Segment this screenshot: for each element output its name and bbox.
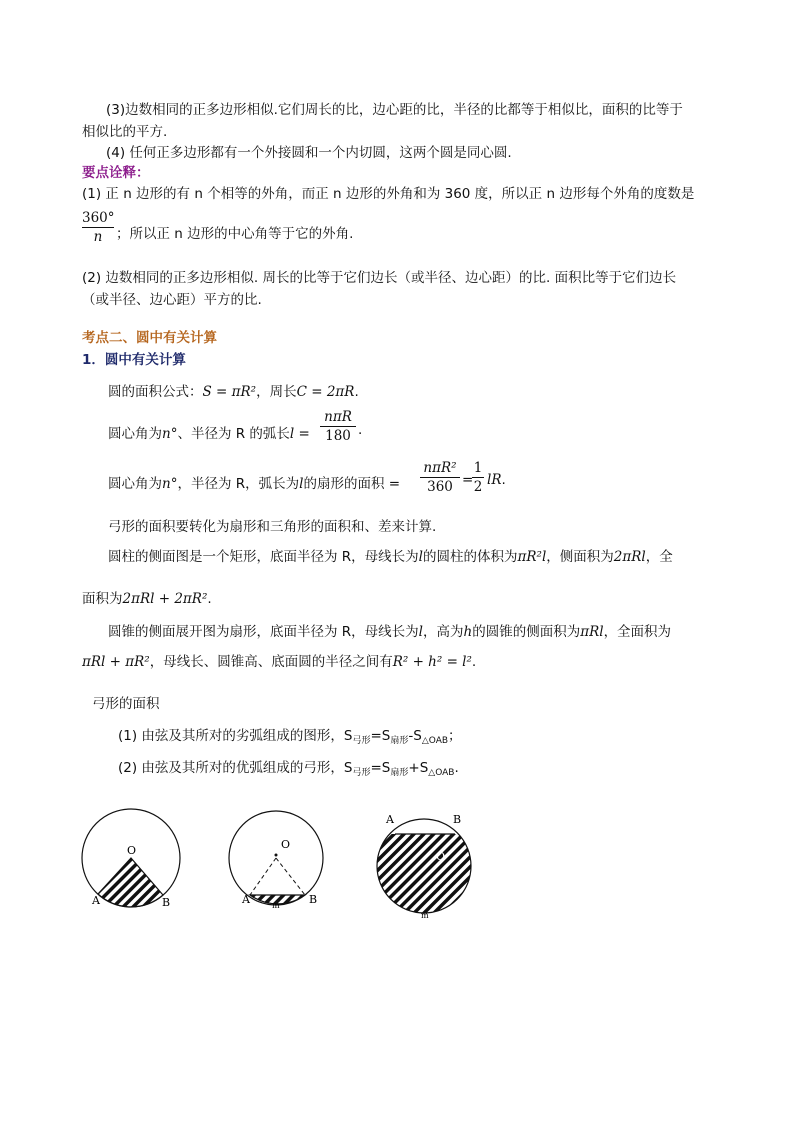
arc-mid: 、半径为 R 的弧长 (177, 426, 290, 442)
cone-a: 圆锥的侧面展开图为扇形，底面半径为 R，母线长为 (108, 624, 419, 640)
item-3-line-2: 相似比的平方. (82, 124, 168, 140)
sector-area-line (108, 472, 400, 492)
bow1-a: (1) 由弦及其所对的劣弧组成的图形，S (118, 728, 353, 744)
key-point-1-line-1: (1) 正 n 边形的有 n 个相等的外角，而正 n 边形的外角和为 360 度，所以正 n 边形每个外角的度数是 (82, 186, 695, 202)
sector-mid: ，半径为 R，弧长为 (177, 476, 300, 492)
fig1-label-a: A (92, 894, 100, 907)
bow2-a: (2) 由弦及其所对的优弧组成的弓形，S (118, 760, 353, 776)
bow1-b: =S (370, 728, 391, 744)
fig1-label-o: O (127, 844, 137, 857)
sector-frac1-den: 360 (427, 479, 453, 495)
arc-l-eq: l = (289, 426, 310, 442)
sector-lr-line (487, 472, 506, 488)
cone-c: 的圆锥的侧面积为 (472, 624, 581, 640)
sector-l: l (299, 476, 304, 492)
fig2-center-dot (275, 854, 278, 857)
bow-item-2 (118, 756, 459, 778)
bow2-sub2: 扇形 (390, 768, 409, 778)
circle-area-line (108, 380, 359, 400)
sector-fraction-1 (420, 460, 460, 495)
cone-d: ，全面积为 (603, 624, 672, 640)
fig3-label-m: m (421, 911, 429, 920)
cylinder-line-2 (82, 587, 212, 607)
figure-3-major-segment (370, 810, 480, 924)
bow2-sub3: △OAB (428, 768, 455, 778)
bow1-sub2: 扇形 (390, 736, 409, 746)
fig3-label-a: A (386, 813, 394, 826)
sector-frac1-num: nπR² (423, 460, 457, 476)
sector-frac1-bar (420, 477, 460, 478)
segment-figures (0, 800, 794, 1000)
fraction-numerator: 360° (82, 210, 115, 226)
key-point-2-line-1: (2) 边数相同的正多边形相似. 周长的比等于它们边长（或半径、边心距）的比. 面积比等于它们边长 (82, 270, 677, 286)
bow2-b: =S (370, 760, 391, 776)
arc-length-line (108, 422, 310, 442)
item-3-line-1: (3)边数相同的正多边形相似.它们周长的比，边心距的比，半径的比都等于相似比，面积的比等于 (106, 102, 683, 118)
arc-length-fraction (320, 409, 356, 444)
sector-period: . (501, 472, 506, 488)
cone-l: l (418, 624, 423, 640)
arc-n: n° (162, 426, 178, 442)
bow1-sub3: △OAB (421, 736, 449, 746)
cyl-period: . (207, 591, 212, 607)
cyl-d: ，全 (645, 549, 673, 565)
sector-n: n° (162, 476, 178, 492)
cyl-b: 的圆柱的体积为 (423, 549, 518, 565)
key-point-2-line-2: （或半径、边心距）平方的比. (82, 292, 262, 308)
fig2-label-m: m (272, 901, 280, 910)
fig3-label-b: B (453, 813, 462, 826)
cone-side: πRl (580, 624, 604, 640)
arc-prefix: 圆心角为 (108, 426, 162, 442)
perimeter-prefix: ，周长 (256, 384, 297, 400)
cyl-a: 圆柱的侧面图是一个矩形，底面半径为 R，母线长为 (108, 549, 419, 565)
bow-area-text: 弓形的面积要转化为扇形和三角形的面积和、差来计算. (108, 519, 437, 535)
bow1-c: -S (408, 728, 422, 744)
figure-1-sector (82, 809, 180, 909)
cone-period: . (471, 654, 477, 670)
bow-title: 弓形的面积 (92, 696, 160, 712)
arc-period: . (358, 422, 363, 438)
cyl-line2-a: 面积为 (82, 591, 123, 607)
bow1-sub1: 弓形 (352, 736, 371, 746)
cone-total: πRl + πR² (82, 654, 150, 670)
cyl-side: 2πRl (613, 549, 646, 565)
sector-suffix: 的扇形的面积 = (303, 476, 401, 492)
period: . (354, 384, 359, 400)
area-formula: S = πR² (202, 384, 257, 400)
bow2-end: . (454, 760, 459, 776)
key-point-1-line-2: ；所以正 n 边形的中心角等于它的外角. (116, 226, 354, 242)
bow2-c: +S (408, 760, 429, 776)
fig1-label-b: B (162, 896, 171, 909)
sector-lr: lR (487, 472, 502, 488)
fig2-label-o: O (281, 838, 291, 851)
sector-frac2-den: 2 (473, 479, 483, 495)
cyl-c: ，侧面积为 (546, 549, 614, 565)
arc-frac-den: 180 (325, 428, 351, 444)
fig3-label-o: O (436, 850, 446, 863)
cyl-total: 2πRl + 2πR² (122, 591, 208, 607)
cone-line-2 (82, 650, 476, 670)
perimeter-formula: C = 2πR (296, 384, 355, 400)
fig2-label-a: A (242, 893, 250, 906)
cone-h: h (463, 624, 473, 640)
cyl-l: l (418, 549, 423, 565)
sector-prefix: 圆心角为 (108, 476, 162, 492)
sector-frac2-bar (472, 477, 484, 478)
section-2-subtitle: 1．圆中有关计算 (82, 352, 186, 368)
sector-fraction-2 (472, 460, 484, 495)
cone-line2-a: ，母线长、圆锥高、底面圆的半径之间有 (149, 654, 393, 670)
cyl-vol: πR²l (517, 549, 547, 565)
arc-frac-num: nπR (324, 409, 352, 425)
fraction-denominator: n (93, 229, 103, 245)
fig2-label-b: B (309, 893, 318, 906)
item-4: (4) 任何正多边形都有一个外接圆和一个内切圆，这两个圆是同心圆. (106, 145, 512, 161)
key-points-title: 要点诠释： (82, 165, 150, 181)
bow1-end: ； (448, 728, 462, 744)
exterior-angle-fraction (82, 210, 114, 245)
fraction-bar (82, 227, 114, 228)
sector-frac2-num: 1 (473, 460, 483, 476)
cone-relation: R² + h² = l² (392, 654, 472, 670)
bow2-sub1: 弓形 (352, 768, 371, 778)
area-prefix: 圆的面积公式： (108, 384, 203, 400)
figure-2-minor-segment (229, 811, 323, 910)
bow-item-1 (118, 724, 462, 746)
arc-frac-bar (320, 426, 356, 427)
cone-b: ，高为 (423, 624, 464, 640)
section-2-title: 考点二、圆中有关计算 (82, 330, 217, 346)
cylinder-line-1 (108, 545, 673, 565)
cone-line-1 (108, 620, 671, 640)
sector-eq: = (462, 472, 474, 488)
